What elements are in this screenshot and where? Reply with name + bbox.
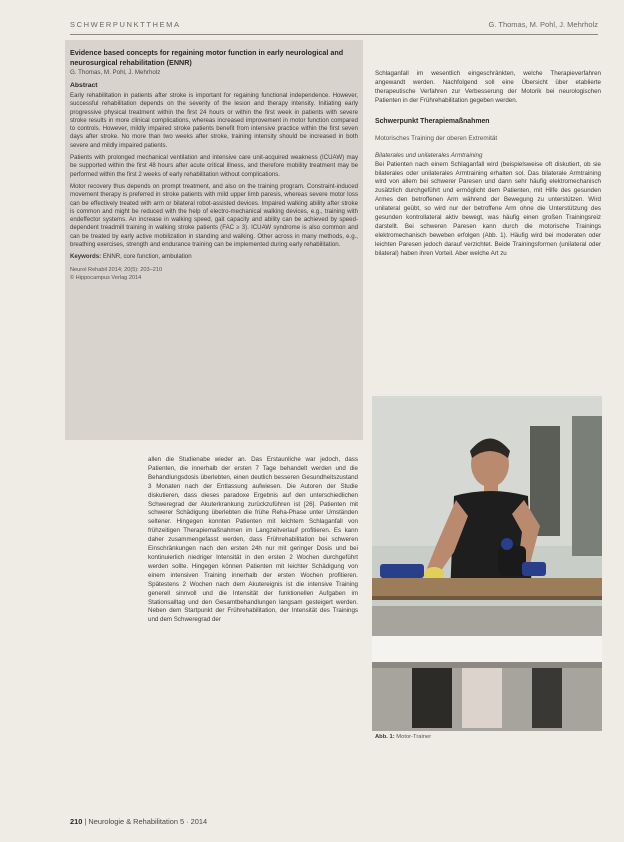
keywords-text: ENNR, core function, ambulation: [102, 253, 192, 261]
footer-separator: |: [84, 817, 89, 826]
page-footer: [70, 817, 207, 826]
abstract-box: [65, 40, 363, 440]
motor-trainer-photo-illustration: [372, 396, 602, 731]
caption-text: Motor-Trainer: [396, 734, 432, 740]
citation-line: Neurol Rehabil 2014; 20(5): 203–210: [70, 267, 163, 274]
figure-photo: [372, 396, 602, 731]
abstract-title: Evidence based concepts for regaining motor function in early neurological and neurosurgical rehabilitation (ENNR): [70, 48, 344, 67]
running-header: [70, 18, 598, 32]
header-authors: G. Thomas, M. Pohl, J. Mehrholz: [488, 20, 598, 29]
figure-caption: [375, 734, 431, 740]
copyright-line: © Hippocampus Verlag 2014: [70, 274, 142, 281]
abstract-heading: Abstract: [70, 82, 98, 89]
section-heading: Schwerpunkt Therapiemaßnahmen: [375, 117, 490, 125]
keywords-line: [70, 253, 358, 261]
right-text-column: [375, 70, 601, 385]
middle-body-paragraph: allen die Studienabe wieder an. Das Erstaunliche war jedoch, dass Patienten, die innerhalb der ersten 7 Tage behandelt werden und die Behandlungsdosis überlebten, einen deutlich besseren Gesundheitszustand 3 Monaten nach der Entlassung aufwiesen. Die Autoren der Studie diskutieren, dass dieses paradoxe Ergebnis auf den unterschiedlichen Schweregrad der Akuterkrankung zurückzuführen ist [26]. Patienten mit schwerer Schädigung überlebten die frühe Reha-Phase unter Umständen seltener. Hingegen konnten Patienten mit leichtem Schlaganfall von frühzeitigen Therapiemaßnahmen im Langzeitverlauf profitieren. Es kann daher zusammengefasst werden, dass Frührehabilitation bei schweren Einschränkungen nach den ersten 24h nur mit geringer Dosis und bei kontinuierlich niedriger Intensität in den ersten 2 Wochen durchgeführt werden sollte. Hingegen können Patienten mit leichter Schädigung von einem intensiven Training innerhalb der ersten Wochen profitieren. Spätestens 2 Wochen nach dem Akutereignis ist die intensive Training generell sinnvoll und die Intensität der funktionellen Aufgaben im Stationsalltag und den Gesamtbehandlungen langsam gesteigert werden. Neben dem Startpunkt der Frührehabilitation, der Intensität des Trainings und dem Schweregrad der: [148, 456, 358, 624]
abstract-paragraph-2: Patients with prolonged mechanical ventilation and intensive care unit-acquired weakness (ICUAW) may be supported within the first 48 hours after acute critical illness, and therefore mobility treatment may be performed within the first 2 weeks of early rehabilitation without complications.: [70, 154, 358, 178]
abstract-authors: G. Thomas, M. Pohl, J. Mehrholz: [70, 69, 161, 76]
keywords-label: Keywords:: [70, 253, 102, 261]
section-label: SCHWERPUNKTTHEMA: [70, 20, 181, 29]
header-rule: [70, 34, 598, 35]
right-body-paragraph: Bei Patienten nach einem Schlaganfall wird (beispielsweise oft diskutiert, ob sie bilaterales oder unilaterales Armtraining erhalten sol. Das bilaterale Armtraining wird von allem bei schwerer Paresen und dann sehr häufig elektromechanisch zusätzlich durchgeführt und ermöglicht dem Patienten, mit Hilfe des gesunden Armes den betroffenen Arm während der Bewegung zu unterstützen. Wird unilateral geübt, so wird nur der betroffene Arm ohne die Unterstützung des gesunden kontrollateral aktiv bewegt, was häufig einen großen Trainingsreiz darstellt. Bei schweren Paresen kann durch die motorische Trainings elektromechanisch beweben erfolgen (Abb. 1). Häufig wird bei moderaten oder leichten Paresen jedoch darauf verzichtet. Beide Trainingsformen (unilateral oder bilateral) haben ihren Vorteil. Aber welche Art zu: [375, 160, 601, 257]
right-intro-paragraph: Schlaganfall im wesentlich eingeschränkten, welche Therapieverfahren angewandt werden. Nachfolgend soll eine Übersicht über etablierte therapeutische Verfahren zur Verbesserung der Motorik bei neurologischen Patienten in der Frührehabilitation gegeben werden.: [375, 70, 601, 104]
subsection-heading: Motorisches Training der oberen Extremität: [375, 134, 498, 142]
page-number: 210: [70, 817, 83, 826]
abstract-paragraph-1: Early rehabilitation in patients after stroke is important for regaining functional independence. However, successful rehabilitation depends on the severity of the lesion and therapy intensity. Initiating early progressive physical treatment within the first 24 hours or within the first week in patients with severe stroke results in more clinical complications, whereas increased improvement in motor function compared to controls. However, mildly impaired stroke patients benefit from intensive practice within the first seven days after stroke. No more than two weeks after stroke, training intensity should be increased in both severe and mildly impaired patients.: [70, 92, 358, 149]
journal-name: Neurologie & Rehabilitation 5 · 2014: [88, 817, 208, 826]
caption-label: Abb. 1:: [375, 734, 395, 740]
abstract-paragraph-3: Motor recovery thus depends on prompt treatment, and also on the training program. Constraint-induced movement therapy is preferred in stroke patients with mild upper limb paresis, whereas severe motor loss can be effectively treated with arm or bilateral robot-assisted devices. Impaired walking ability after stroke is common and might be reduced with the help of electro-mechanical walking devices, e.g., training with endeffector systems. An increase in walking speed, gait capacity and ability can be achieved by speed-dependent treadmill training in walking stroke patients (FAC ≥ 3). ICUAW syndrome is also common and can be treated by early active mobilization in standing and walking. Other across in many methods, e.g., breathing exercises, strength and endurance training can be implemented during early rehabilitation.: [70, 182, 358, 249]
middle-text-column: [148, 456, 358, 756]
subsubsection-heading: Bilaterales und unilaterales Armtraining: [375, 151, 483, 159]
